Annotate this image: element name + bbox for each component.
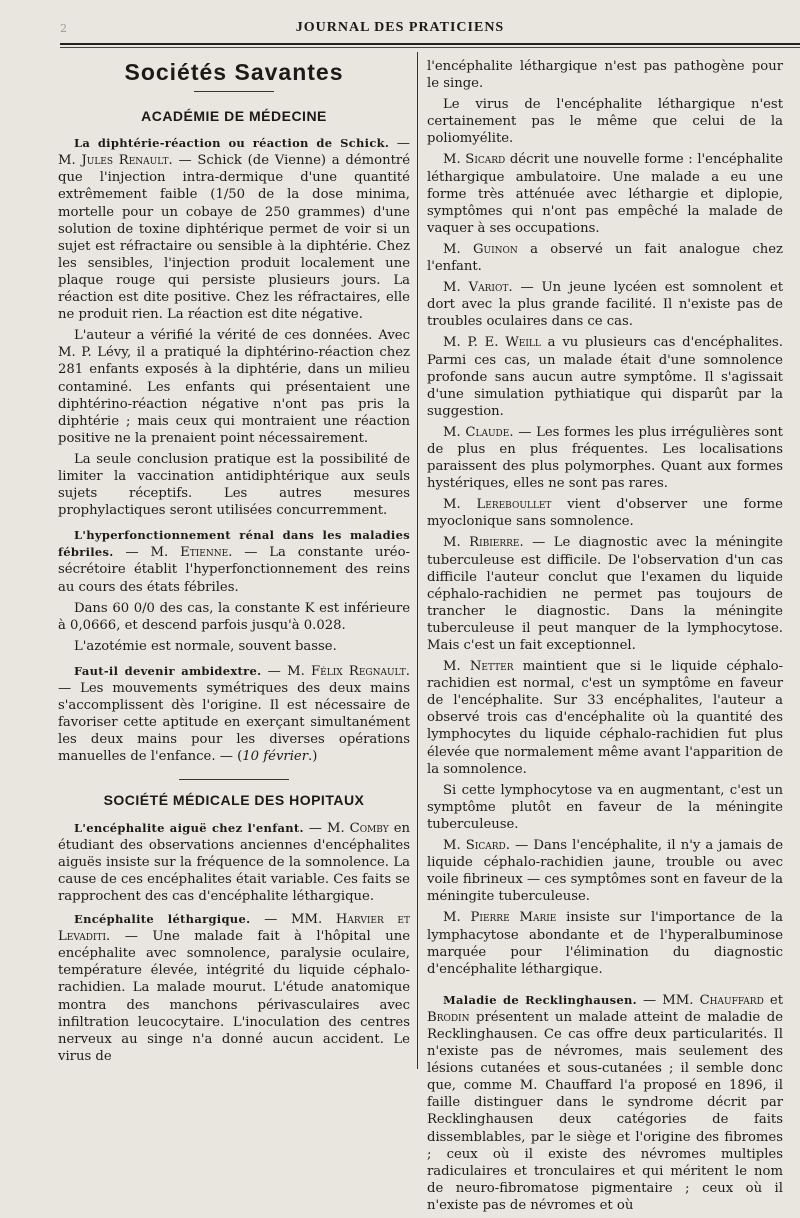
paragraph: l'encéphalite léthargique n'est pas pathogène pour le singe. [427,59,783,92]
article-ambidextre: Faut-il devenir ambidextre. — M. Félix Regnault. — Les mouvements symétriques des deux mains s'accomplissent dès l'origine. Il est nécessaire de favoriser cette aptitude en exerçant simultanément les deux mains pour les diverses opérations manuelles de l'enfance. — (10 février.) [58,663,410,765]
paragraph-netter: M. Netter maintient que si le liquide céphalo-rachidien est normal, c'est un symptôme en faveur de l'encéphalite. Sur 33 encéphalites, l'auteur a observé trois cas d'encéphalite où la quantité des lymphocytes du liquide céphalo-rachidien fut plus élevée que normalement même avant l'apparition de la somnolence. [427,659,784,777]
author-name: M. Ribierre [443,535,520,551]
author-name: Harvier et Levaditi [58,912,411,945]
paragraph-lereboullet: M. Lereboullet vient d'observer une forme myoclonique sans somnolence. [427,497,783,530]
left-column [58,58,410,1069]
section-title: Sociétés Savantes [124,59,344,85]
paragraph-guinon: M. Guinon a observé un fait analogue chez l'enfant. [427,241,783,275]
author-name: Comby [349,820,389,836]
subhead-academie: ACADÉMIE DE MÉDECINE [141,108,327,125]
page-header [0,0,800,44]
author-name: M. Variot [443,280,509,296]
paragraph-sicard: M. Sicard décrit une nouvelle forme : l'encéphalite léthargique ambulatoire. Une malade a eu une forme très atténuée avec léthargie et diplopie, symptômes qui n'ont pas empêché la malade de vaquer à ses occupations. [427,152,783,236]
page-number: 2 [60,22,67,35]
author-name: Brodin [427,1009,470,1025]
header-rule [60,43,800,45]
paragraph-marie: M. Pierre Marie insiste sur l'importance de la lymphacytose abondante et de l'hyperalbuminose marquée pour l'élimination du diagnostic d'encéphalite léthargique. [427,910,783,977]
paragraph: Le virus de l'encéphalite léthargique n'est certainement pas le même que celui de la poliomyélite. [427,97,783,147]
author-name: Chauffard [699,992,764,1008]
paragraph-ribierre: M. Ribierre. — Le diagnostic avec la méningite tuberculeuse est difficile. De l'observation d'un cas difficile l'auteur conclut que l'examen du liquide céphalo-rachidien ne permet pas toujours de trancher le diagnostic. Dans la méningite tuberculeuse il peut manquer de la lymphocytose. Mais c'est un fait exceptionnel. [427,535,783,653]
paragraph: Si cette lymphocytose va en augmentant, c'est un symptôme plutôt en faveur de la méningite tuberculeuse. [427,782,783,832]
author-name: M. Lereboullet [443,497,552,513]
author-name: Jules Renault [81,153,169,169]
author-name: M. Sicard [443,152,506,168]
article-title: Faut-il devenir ambidextre. [74,663,262,678]
column-divider [417,52,418,1069]
article-hyperfonctionnement: L'hyperfonctionnement rénal dans les maladies fébriles. — M. Etienne. — La constante uréo-sécrétoire établit l'hyperfonctionnement des reins au cours des états fébriles. [58,528,411,595]
article-title: L'hyperfonctionnement rénal dans les maladies fébriles. [58,528,410,560]
article-title: La diphtérie-réaction ou réaction de Schick. [74,136,390,151]
paragraph-weill: M. P. E. Weill a vu plusieurs cas d'encéphalites. Parmi ces cas, un malade était d'une somnolence profonde sans aucun autre symptôme. Il s'agissait d'une simulation pythiatique qui disparût par la suggestion. [427,335,783,419]
paragraph: La seule conclusion pratique est la possibilité de limiter la vaccination antidiphtérique aux seuls sujets réceptifs. Les autres mesures prophylactiques seront utilisées concurremment. [58,451,410,519]
paragraph: Dans 60 0/0 des cas, la constante K est inférieure à 0,0666, et descend parfois jusqu'à 0.028. [58,600,410,633]
title-rule [194,91,274,92]
paragraph-sicard-2: M. Sicard. — Dans l'encéphalite, il n'y a jamais de liquide céphalo-rachidien jaune, trouble ou avec voile fibrineux — ces symptômes sont en faveur de la méningite tuberculeuse. [427,838,784,905]
journal-title: JOURNAL DES PRATICIENS [295,20,505,35]
subhead-societe: SOCIÉTÉ MÉDICALE DES HOPITAUX [103,792,365,809]
paragraph-claude: M. Claude. — Les formes les plus irrégulières sont de plus en plus fréquentes. Les localisations paraissent des plus polymorphes. Quant aux formes hystériques, elles ne sont pas rares. [427,424,783,492]
article-title: L'encéphalite aiguë chez l'enfant. [74,820,304,835]
author-name: M. P. E. Weill [443,335,541,351]
article-schick: La diphtérie-réaction ou réaction de Schick. — M. Jules Renault. — Schick (de Vienne) a démontré que l'injection intra-dermique d'une quantité extrêmement faible (1/50 de la dose minima, mortelle pour un cobaye de 250 grammes) d'une solution de toxine diphtérique permet de voir si un sujet est réfractaire ou sensible à la diphtérie. Chez les sensibles, l'injection produit localement une plaque rouge qui persiste plusieurs jours. La réaction est dite positive. Chez les réfractaires, elle ne produit rien. La réaction est dite négative. [58,136,410,323]
author-name: M. Guinon [443,241,518,257]
article-recklinghausen: Maladie de Recklinghausen. — MM. Chauffard et Brodin présentent un malade atteint de maladie de Recklinghausen. Ce cas offre deux particularités. Il n'existe pas de névromes, mais seulement des lésions cutanées et sous-cutanées ; il semble donc que, comme M. Chauffard l'a proposé en 1896, il faille distinguer dans le syndrome décrit par Recklinghausen deux catégories de faits dissemblables, par le siège et l'origine des fibromes ; ceux où il existe des névromes multiples radiculaires et tronculaires et qui méritent le nom de neuro-fibromatose pigmentaire ; ceux où il n'existe pas de névromes et où [427,992,783,1213]
section-rule [179,779,289,780]
article-title: Maladie de Recklinghausen. [443,992,637,1007]
paragraph: L'auteur a vérifié la vérité de ces données. Avec M. P. Lévy, il a pratiqué la diphtérino-réaction chez 281 enfants exposés à la diphtérie, dans un milieu contaminé. Les enfants qui présentaient une diphtérino-réaction négative n'ont pas pris la diphtérie ; mais ceux qui montraient une réaction positive ne la prenaient point nécessairement. [58,328,410,446]
article-title: Encéphalite léthargique. [74,912,251,927]
article-date: 10 février [242,749,309,765]
article-encephalite-lethargique: Encéphalite léthargique. — MM. Harvier et Levaditi. — Une malade fait à l'hôpital une encéphalite avec somnolence, paralysie oculaire, température élevée, intégrité du liquide céphalo-rachidien. La malade mourut. L'étude anatomique montra des manchons périvasculaires avec infiltration leucocytaire. L'inoculation des centres nerveux au singe n'a donné aucun accident. Le virus de [58,912,411,1064]
author-name: Félix Regnault [311,663,406,679]
author-name: M. Netter [443,659,514,675]
article-encephalite-aigue: L'encéphalite aiguë chez l'enfant. — M. Comby en étudiant des observations anciennes d'encéphalites aiguës insiste sur la fréquence de la somnolence. La cause de ces encéphalites était variable. Ces faits se rapprochent des cas d'encéphalite léthargique. [58,820,410,904]
right-column [427,58,783,1218]
author-name: M. Sicard [443,838,506,854]
paragraph-variot: M. Variot. — Un jeune lycéen est somnolent et dort avec la plus grande facilité. Il n'existe pas de troubles oculaires dans ce cas. [427,280,783,330]
author-name: Pierre Marie [470,910,557,926]
author-name: M. Claude [443,424,510,440]
author-name: Etienne [180,545,229,561]
header-rule-thin [60,47,800,48]
paragraph: L'azotémie est normale, souvent basse. [74,638,337,654]
